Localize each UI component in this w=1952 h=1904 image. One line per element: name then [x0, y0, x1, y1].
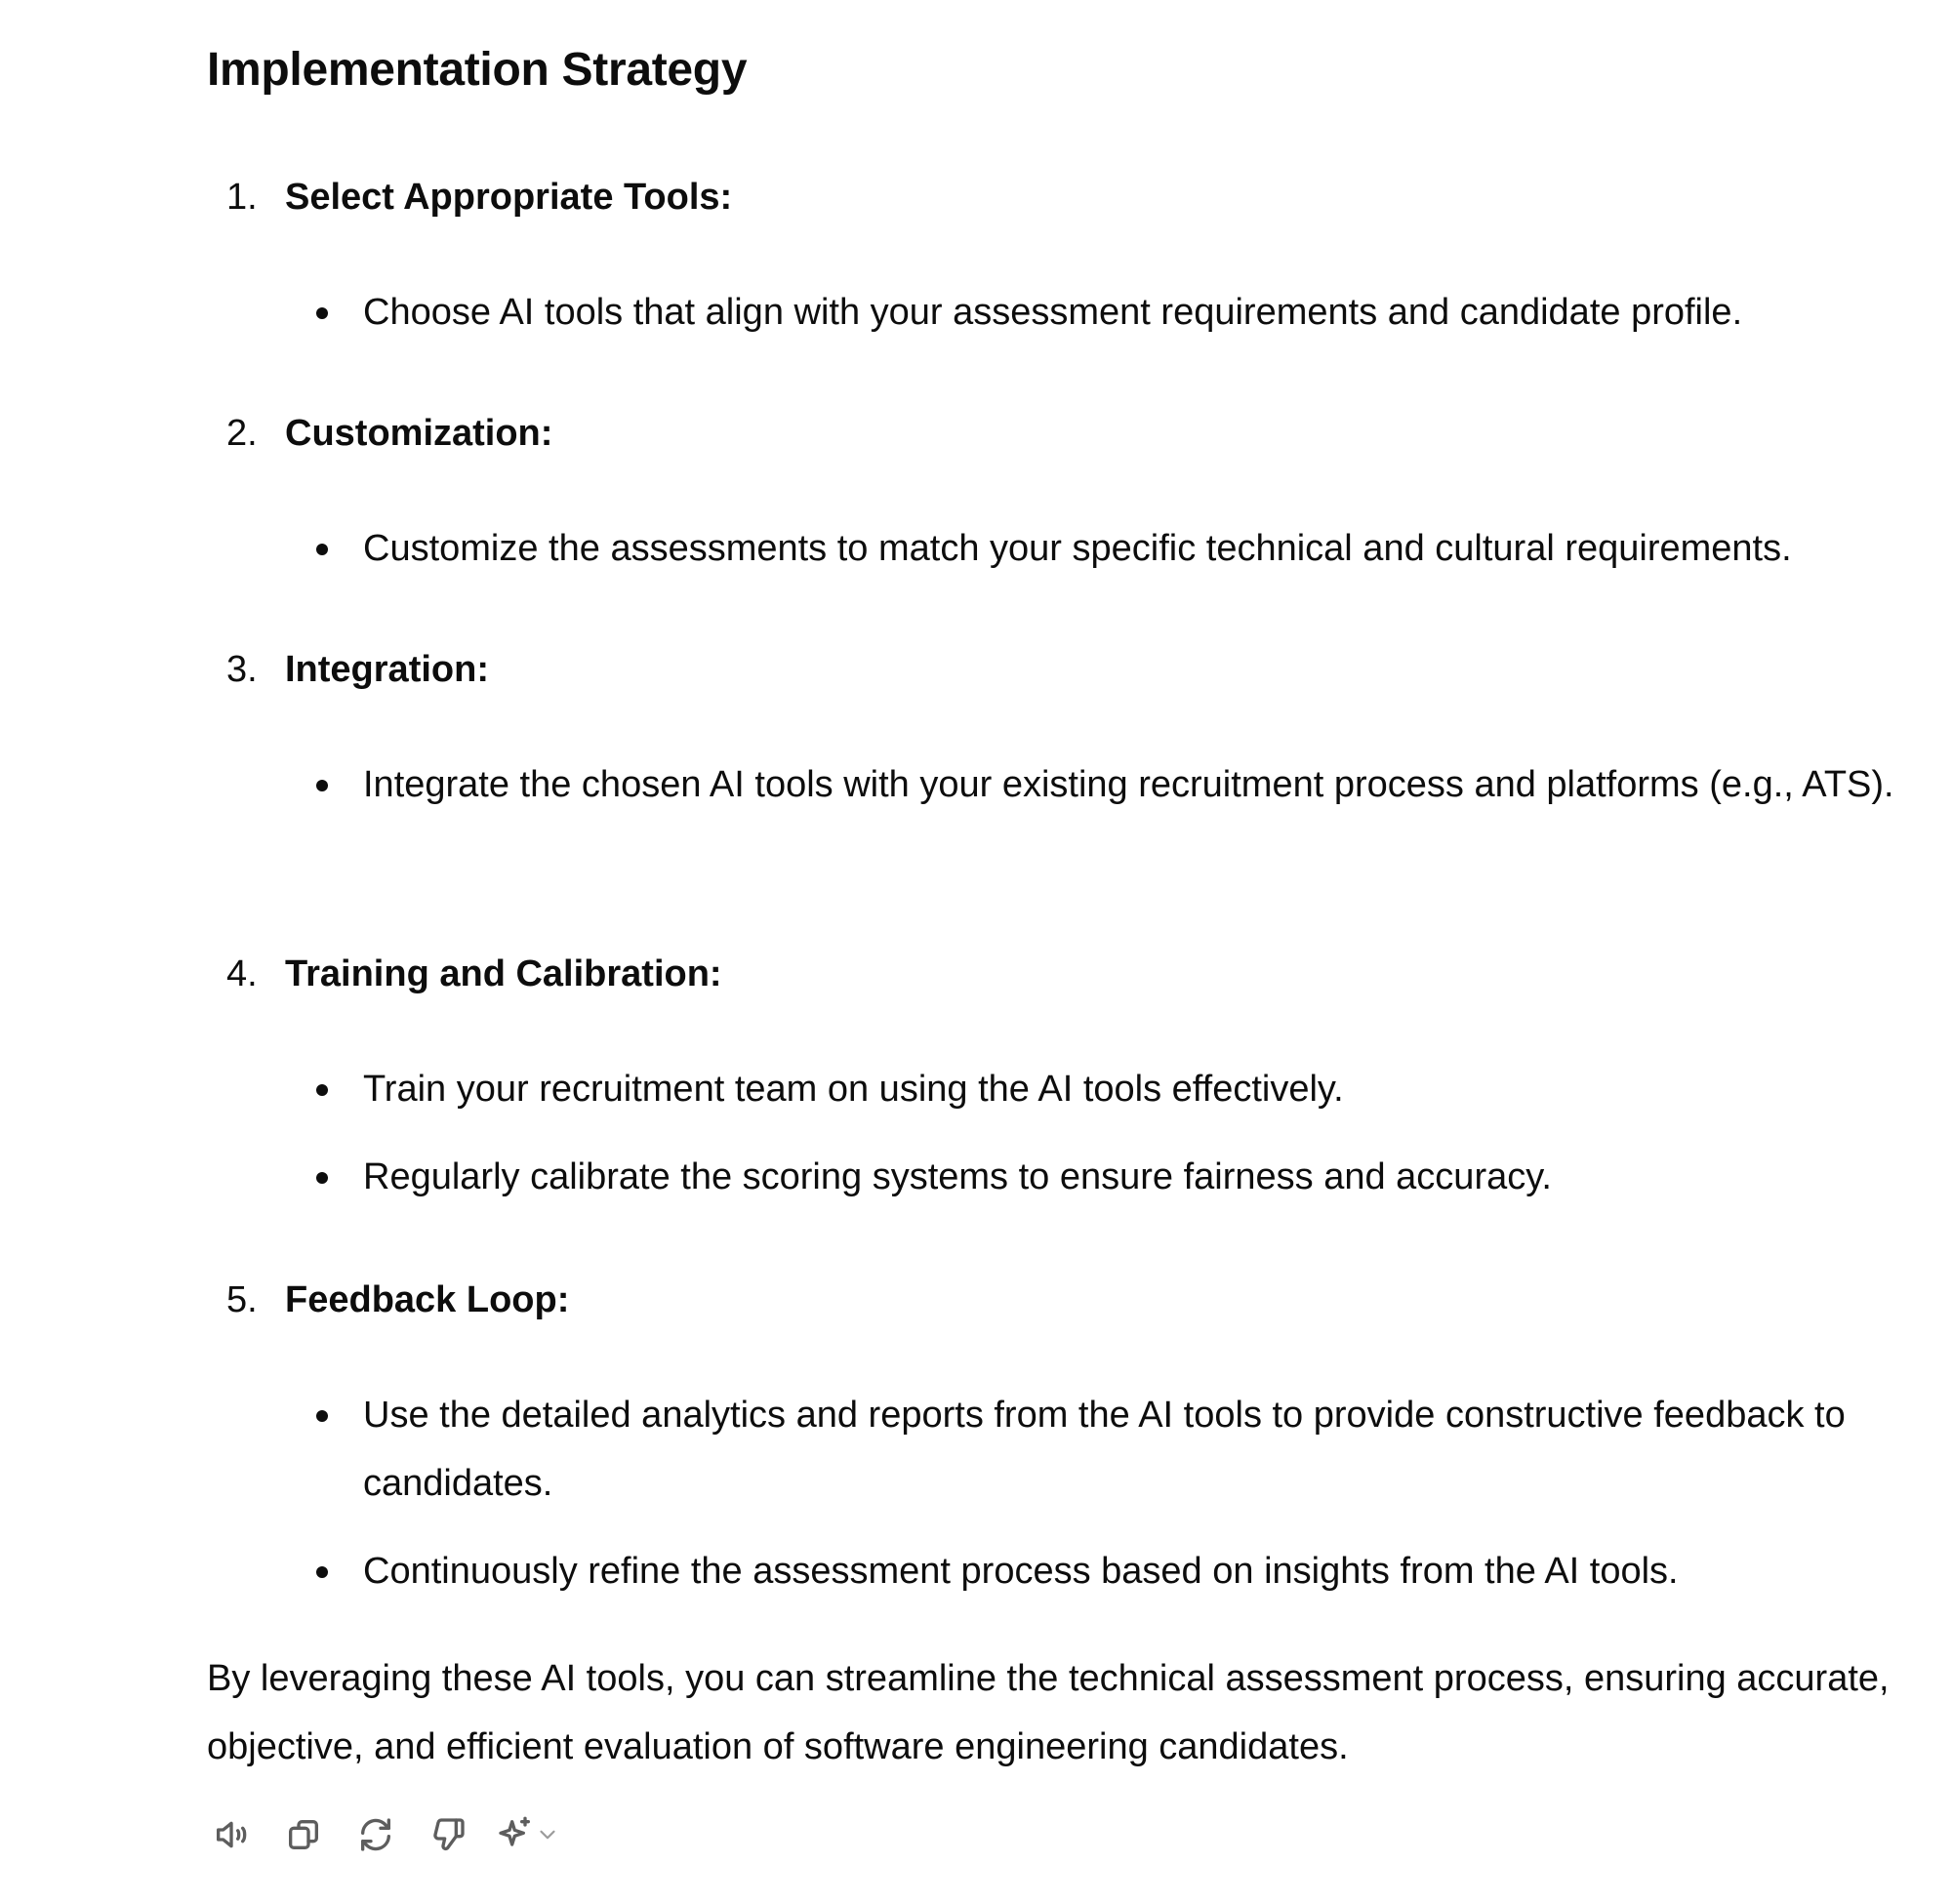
bullet-dot [316, 1410, 328, 1422]
bullet-dot [316, 544, 328, 555]
bullet-list [207, 514, 1944, 583]
bullet-item: Choose AI tools that align with your assessment requirements and candidate profile. [207, 278, 1944, 346]
thumbs-down-icon [428, 1815, 468, 1854]
list-item-3 [207, 640, 1944, 699]
bullet-item: Use the detailed analytics and reports from the AI tools to provide constructive feedback to candidates. [207, 1381, 1939, 1518]
change-model-button[interactable] [496, 1810, 574, 1859]
bullet-list [207, 1055, 1944, 1211]
item-number: 3. [226, 649, 258, 690]
bullet-item: Integrate the chosen AI tools with your existing recruitment process and platforms (e.g., ATS). [207, 750, 1915, 819]
list-item-4 [207, 945, 1944, 1003]
bullet-dot [316, 1566, 328, 1578]
speaker-icon [212, 1815, 251, 1854]
item-number: 1. [226, 177, 258, 218]
list-item-2 [207, 404, 1944, 463]
item-title: Select Appropriate Tools: [285, 177, 733, 218]
bullet-list [207, 278, 1944, 346]
item-number: 2. [226, 413, 258, 454]
item-title: Customization: [285, 413, 553, 454]
bullet-item: Regularly calibrate the scoring systems to ensure fairness and accuracy. [207, 1143, 1944, 1211]
sparkle-icon [496, 1815, 535, 1854]
conclusion-paragraph: By leveraging these AI tools, you can streamline the technical assessment process, ensuring accurate, objective, and efficient evaluation of software engineering candidates. [207, 1658, 1890, 1767]
regenerate-button[interactable] [351, 1810, 400, 1859]
refresh-icon [356, 1815, 395, 1854]
item-number: 4. [226, 953, 258, 994]
bullet-list [207, 1381, 1944, 1605]
list-item-5 [207, 1271, 1944, 1329]
thumbs-down-button[interactable] [424, 1810, 472, 1859]
bullet-dot [316, 307, 328, 319]
bullet-item: Customize the assessments to match your specific technical and cultural requirements. [207, 514, 1944, 583]
bullet-dot [316, 1172, 328, 1184]
item-number: 5. [226, 1279, 258, 1320]
read-aloud-button[interactable] [207, 1810, 256, 1859]
item-title: Training and Calibration: [285, 953, 722, 994]
bullet-item: Train your recruitment team on using the AI tools effectively. [207, 1055, 1944, 1123]
list-item-1 [207, 168, 1944, 226]
bullet-dot [316, 1084, 328, 1096]
item-title: Feedback Loop: [285, 1279, 570, 1320]
chevron-down-icon [535, 1822, 560, 1847]
section-heading: Implementation Strategy [207, 44, 748, 96]
copy-icon [284, 1815, 323, 1854]
copy-button[interactable] [279, 1810, 328, 1859]
bullet-list [207, 750, 1915, 819]
item-title: Integration: [285, 649, 489, 690]
bullet-item: Continuously refine the assessment process based on insights from the AI tools. [207, 1537, 1944, 1605]
bullet-dot [316, 780, 328, 791]
